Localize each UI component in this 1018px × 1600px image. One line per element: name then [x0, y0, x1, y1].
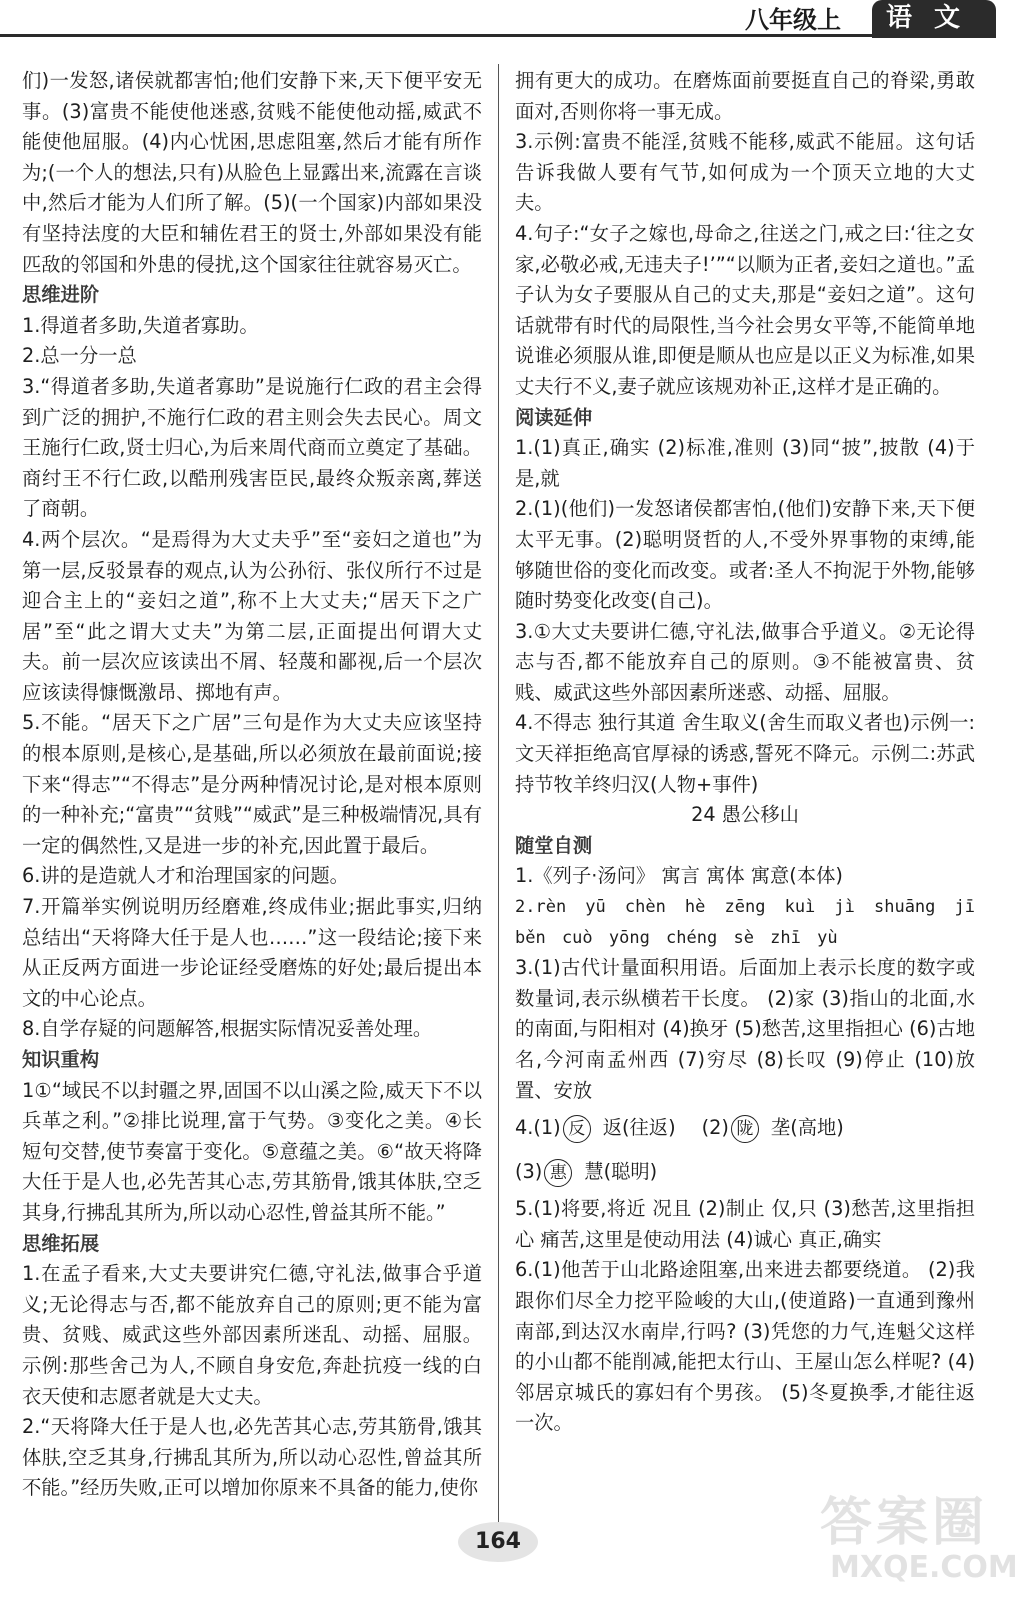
answer-paragraph: 8.自学存疑的问题解答,根据实际情况妥善处理。: [22, 1017, 433, 1041]
circled-char: 陇: [731, 1115, 759, 1143]
watermark-text: 答案圈: [820, 1493, 989, 1553]
answer-paragraph: 1.得道者多助,失道者寡助。: [22, 313, 259, 337]
char-answer: 垄(高地): [770, 1116, 844, 1140]
answer-paragraph: 7.开篇举实例说明历经磨难,终成伟业;据此事实,归纳总结出“天将降大任于是人也……”这一段结论;接下来从正反两方面进一步论证经受磨炼的好处;最后提出本文的中心论点。: [22, 895, 482, 1010]
section-heading: 思维拓展: [22, 1231, 100, 1255]
answer-paragraph: 2.(1)(他们)一发怒诸侯都害怕,(他们)安静下来,天下便太平无事。(2)聪明贤哲的人,不受外界事物的束缚,能够随世俗的变化而改变。或者:圣人不拘泥于外物,能够随时势变化改变(自己)。: [515, 497, 975, 613]
grade-label: 八年级上: [745, 6, 841, 34]
section-heading: 随堂自测: [515, 833, 593, 857]
answer-paragraph: 2.总一分一总: [22, 344, 137, 368]
section-heading: 思维进阶: [22, 283, 100, 307]
answer-paragraph: 1.《列子·汤问》 寓言 寓体 寓意(本体): [515, 864, 843, 888]
answer-paragraph: 拥有更大的成功。在磨炼面前要挺直自己的脊梁,勇敢面对,否则你将一事无成。: [515, 69, 975, 123]
answer-paragraph: 3.示例:富贵不能淫,贫贱不能移,威武不能屈。这句话告诉我做人要有气节,如何成为一个顶天立地的大丈夫。: [515, 130, 975, 215]
answer-paragraph: 3.“得道者多助,失道者寡助”是说施行仁政的君主会得到广泛的拥护,不施行仁政的君主则会失去民心。周文王施行仁政,贤士归心,为后来周代商而立奠定了基础。商纣王不行仁政,以酷刑残害臣民,最终众叛亲离,葬送了商朝。: [22, 374, 482, 521]
answer-paragraph: 3.(1)古代计量面积用语。后面加上表示长度的数字或数量词,表示纵横若干长度。 (2)家 (3)指山的北面,水的南面,与阳相对 (4)换牙 (5)愁苦,这里指担心 (6)古地名,今河南孟州西 (7)穷尽 (8)长叹 (9)停止 (10)放置、安放: [515, 956, 975, 1102]
circled-char: 反: [563, 1115, 591, 1143]
answer-paragraph: 5.(1)将要,将近 况且 (2)制止 仅,只 (3)愁苦,这里指担心 痛苦,这里是使动用法 (4)诚心 真正,确实: [515, 1197, 975, 1251]
page-number: 164: [458, 1522, 538, 1562]
answer-paragraph: 1①“域民不以封疆之界,固国不以山溪之险,威天下不以兵革之利。”②排比说理,富于气势。③变化之美。④长短句交替,使节奏富于变化。⑤意蕴之美。⑥“故天将降大任于是人也,必先苦其心志,劳其筋骨,饿其体肤,空乏其身,行拂乱其所为,所以动心忍性,曾益其所不能。”: [22, 1078, 482, 1224]
circled-char: 惠: [544, 1159, 572, 1187]
answer-prefix: 4.(1): [515, 1116, 561, 1140]
column-divider: [498, 64, 499, 1534]
right-column: [515, 66, 975, 1439]
section-heading: 阅读延伸: [515, 405, 593, 429]
answer-paragraph: 2.“天将降大任于是人也,必先苦其心志,劳其筋骨,饿其体肤,空乏其身,行拂乱其所为,所以动心忍性,曾益其所不能。”经历失败,正可以增加你原来不具备的能力,使你: [22, 1415, 482, 1500]
answer-paragraph: 4.两个层次。“是焉得为大丈夫乎”至“妾妇之道也”为第一层,反驳景春的观点,认为公孙衍、张仪所行不过是迎合主上的“妾妇之道”,称不上大丈夫;“居天下之广居”至“此之谓大丈夫”为第二层,正面提出何谓大丈夫。前一层次应该读出不屑、轻蔑和鄙视,后一个层次应该读得慷慨激昂、掷地有声。: [22, 527, 482, 704]
page-header: [0, 0, 996, 44]
left-column: [22, 66, 482, 1504]
answer-paragraph: 3.①大丈夫要讲仁德,守礼法,做事合乎道义。②无论得志与否,都不能放弃自己的原则。③不能被富贵、贫贱、威武这些外部因素所迷惑、动摇、屈服。: [515, 619, 975, 704]
section-heading: 知识重构: [22, 1048, 100, 1071]
answer-paragraph: 们)一发怒,诸侯就都害怕;他们安静下来,天下便平安无事。(3)富贵不能使他迷惑,贫贱不能使他动摇,威武不能使他屈服。(4)内心忧困,思虑阻塞,然后才能有所作为;(一个人的想法,只有)从脸色上显露出来,流露在言谈中,然后才能为人们所了解。(5)(一个国家)内部如果没有坚持法度的大臣和辅佐君王的贤士,外部如果没有能匹敌的邻国和外患的侵扰,这个国家往往就容易灭亡。: [22, 69, 482, 276]
answer-paragraph: 1.(1)真正,确实 (2)标准,准则 (3)同“披”,披散 (4)于是,就: [515, 436, 975, 490]
answer-paragraph: 6.讲的是造就人才和治理国家的问题。: [22, 864, 349, 888]
lesson-title: 24 愚公移山: [691, 803, 799, 827]
answer-paragraph: 5.不能。“居天下之广居”三句是作为大丈夫应该坚持的根本原则,是核心,是基础,所以必须放在最前面说;接下来“得志”“不得志”是分两种情况讨论,是对根本原则的一种补充;“富贵”“贫贱”“威武”是三种极端情况,具有一定的偶然性,又是进一步的补充,因此置于最后。: [22, 711, 482, 857]
circled-char-answers: [515, 1106, 975, 1194]
watermark-url: MXQE.COM: [830, 1550, 1018, 1585]
watermark-logo: [820, 1480, 1018, 1590]
answer-prefix: (2): [701, 1116, 729, 1140]
char-answer: 返(往返): [602, 1116, 676, 1140]
header-rule: [0, 34, 996, 37]
answer-paragraph: 1.在孟子看来,大丈夫要讲究仁德,守礼法,做事合乎道义;无论得志与否,都不能放弃自己的原则;更不能为富贵、贫贱、威武这些外部因素所迷乱、动摇、屈服。示例:那些舍己为人,不顾自身安危,奔赴抗疫一线的白衣天使和志愿者就是大丈夫。: [22, 1262, 482, 1408]
char-answer: 慧(聪明): [584, 1160, 658, 1184]
answer-paragraph: 4.句子:“女子之嫁也,母命之,往送之门,戒之曰:‘往之女家,必敬必戒,无违夫子!’”“以顺为正者,妾妇之道也。”孟子认为女子要服从自己的丈夫,那是“妾妇之道”。这句话就带有时代的局限性,当今社会男女平等,不能简单地说谁必须服从谁,即便是顺从也应是以正义为标准,如果丈夫行不义,妻子就应该规劝补正,这样才是正确的。: [515, 221, 975, 398]
pinyin-answer: 2.rèn yū chèn hè zēng kuì jì shuāng jī běn cuò yōng chéng sè zhī yù: [515, 897, 975, 948]
answer-prefix: (3): [515, 1160, 543, 1184]
subject-tab: 语文: [872, 0, 996, 38]
answer-paragraph: 4.不得志 独行其道 舍生取义(舍生而取义者也)示例一:文天祥拒绝高官厚禄的诱惑,誓死不降元。示例二:苏武持节牧羊终归汉(人物+事件): [515, 711, 975, 796]
answer-paragraph: 6.(1)他苦于山北路途阻塞,出来进去都要绕道。 (2)我跟你们尽全力挖平险峻的大山,(使道路)一直通到豫州南部,到达汉水南岸,行吗? (3)凭您的力气,连魁父这样的小山都不能削减,能把太行山、王屋山怎么样呢? (4)邻居京城氏的寡妇有个男孩。 (5)冬夏换季,才能往返一次。: [515, 1258, 975, 1435]
